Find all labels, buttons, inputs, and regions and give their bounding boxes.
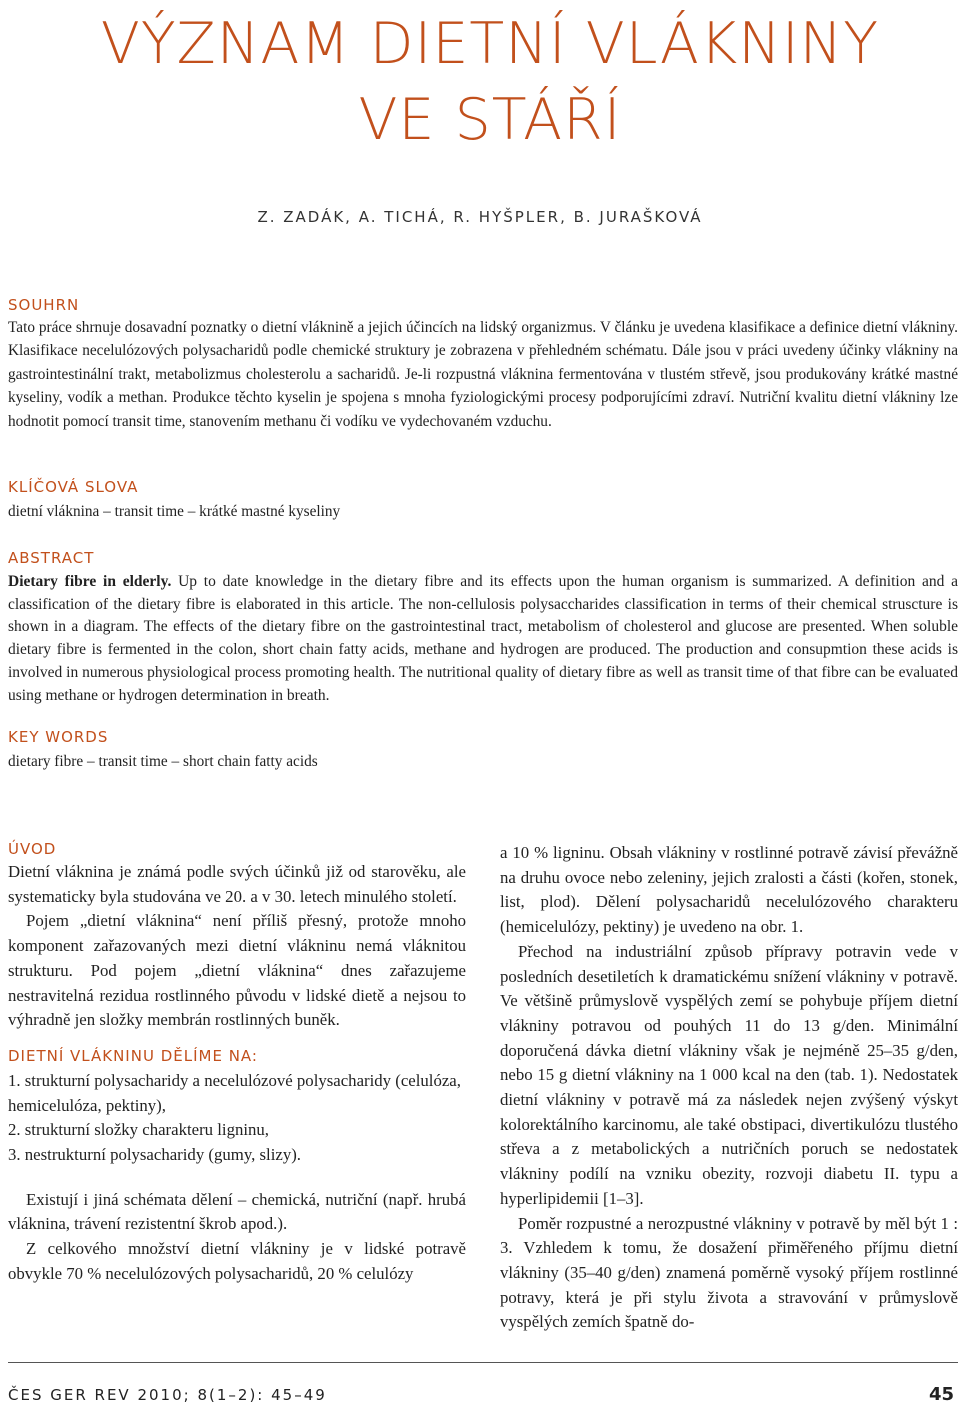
intro-heading: ÚVOD (8, 840, 57, 858)
page-number: 45 (928, 1384, 954, 1405)
keywords-cz-heading: KLÍČOVÁ SLOVA (8, 478, 139, 496)
division-heading: DIETNÍ VLÁKNINU DĚLÍME NA: (8, 1046, 258, 1065)
keywords-cz-section (8, 478, 958, 523)
journal-citation: ČES GER REV 2010; 8(1–2): 45–49 (8, 1386, 327, 1404)
keywords-en-text: dietary fibre – transit time – short chain fatty acids (8, 753, 318, 770)
left-column (8, 840, 466, 1287)
title-line-1: VÝZNAM DIETNÍ VLÁKNINY (100, 11, 880, 77)
authors: Z. ZADÁK, A. TICHÁ, R. HYŠPLER, B. JURAŠKOVÁ (257, 208, 703, 226)
summary-heading: SOUHRN (8, 296, 80, 314)
keywords-en-heading: KEY WORDS (8, 728, 109, 746)
division-list (8, 1069, 466, 1168)
right-paragraph-2: Přechod na industriální způsob přípravy potravin vede v posledních desetiletích k dramatickému snížení vlákniny v potravě. Ve většině průmyslově vyspělých zemí se pohybuje příjem dietní vlákniny potravou od pouhých 11 do 13 g/den. Minimální doporučená dávka dietní vlákniny však je nejméně 25–35 g/den, nebo 15 g dietní vlákniny na 1 000 kcal na den (tab. 1). Nedostatek dietní vlákniny v potravě má za následek nejen zvýšený výskyt kolorektálního karcinomu, ale také obstipaci, divertikulózu tlustého střeva a z metabolických a nutričních poruch se nedostatek vlákniny podílí na vzniku obezity, rozvoji diabetu II. typu a hyperlipidemii [1–3]. (500, 941, 958, 1208)
intro-paragraph-2: Pojem „dietní vláknina“ není příliš přesný, protože mnoho komponent zařazovaných mezi dietní vlákninu nemá vláknitou strukturu. Pod pojem „dietní vláknina“ dnes zařazujeme nestravitelná rezidua rostlinného původu v lidské dietě a nejsou to výhradně jen složky membrán rostlinných buněk. (8, 911, 466, 1030)
abstract-section (8, 549, 958, 707)
article-title (40, 6, 940, 158)
abstract-heading: ABSTRACT (8, 549, 95, 567)
list-item: 2. strukturní složky charakteru ligninu, (8, 1120, 269, 1140)
keywords-cz-text: dietní vláknina – transit time – krátké mastné kyseliny (8, 503, 341, 520)
intro-paragraph-1: Dietní vláknina je známá podle svých účinků již od starověku, ale systematicky byla studována ve 20. a v 30. letech minulého století. (8, 862, 466, 906)
list-item: 3. nestrukturní polysacharidy (gumy, slizy). (8, 1145, 301, 1165)
summary-text: Tato práce shrnuje dosavadní poznatky o dietní vláknině a jejich účincích na lidský organizmus. V článku je uvedena klasifikace a definice dietní vlákniny. Klasifikace necelulózových polysacharidů podle chemické struktury je zobrazena v přehledném schématu. Dále jsou v práci uvedeny účinky vlákniny na gastrointestinální trakt, metabolizmus cholesterolu a sacharidů. Je-li rozpustná vláknina fermentována v tlustém střevě, jsou produkovány krátké mastné kyseliny, vodík a methan. Produkce těchto kyselin je spojena s mnoha fyziologickými procesy podporujícími zdraví. Nutriční kvalitu dietní vlákniny lze hodnotit pomocí transit time, stanovením methanu či vodíku ve vydechovaném vzduchu. (8, 319, 958, 430)
list-item: 1. strukturní polysacharidy a necelulózové polysacharidy (celulóza, hemicelulóza, pektiny), (8, 1070, 461, 1115)
footer-divider (8, 1362, 958, 1363)
abstract-text (8, 571, 958, 707)
right-paragraph-1: a 10 % ligninu. Obsah vlákniny v rostlinné potravě závisí převážně na druhu ovoce nebo zeleniny, jejich zralosti a části (kořen, stonek, list, plod). Dělení polysacharidů necelulózového charakteru (hemicelulózy, pektiny) je uvedeno na obr. 1. (500, 843, 958, 937)
keywords-en-section (8, 728, 958, 773)
summary-section (8, 296, 958, 433)
title-line-2: VE STÁŘÍ (358, 87, 622, 153)
abstract-body: Up to date knowledge in the dietary fibre and its effects upon the human organism is summarized. A definition and a classification of the dietary fibre is elaborated in this article. The non-cellulosis polysaccharides classification in terms of their chemical struscture is shown in a diagram. The effects of the dietary fibre on the gastrointestinal tract, metabolism of cholesterol and glucose are presented. When soluble dietary fibre is fermented in the colon, short chain fatty acids, methane and hydrogen are produced. The production and consupmtion these acids is involved in numerous physiological process promoting health. The nutritional quality of dietary fibre as well as transit time of that fibre can be evaluated using methane or hydrogen determination in breath. (8, 573, 958, 704)
right-column (500, 841, 958, 1335)
division-paragraph-2: Z celkového množství dietní vlákniny je v lidské potravě obvykle 70 % necelulózových polysacharidů, 20 % celulózy (8, 1239, 466, 1283)
division-paragraph-1: Existují i jiná schémata dělení – chemická, nutriční (např. hrubá vláknina, trávení rezistentní škrob apod.). (8, 1189, 466, 1234)
abstract-title: Dietary fibre in elderly. (8, 573, 172, 590)
right-paragraph-3: Poměr rozpustné a nerozpustné vlákniny v potravě by měl být 1 : 3. Vzhledem k tomu, že dosažení přiměřeného příjmu dietní vlákniny (35–40 g/den) znamená poměrně vysoký příjem rostlinné potravy, která je při stylu života a stravování v průmyslově vyspělých zemích špatně do- (500, 1213, 958, 1332)
